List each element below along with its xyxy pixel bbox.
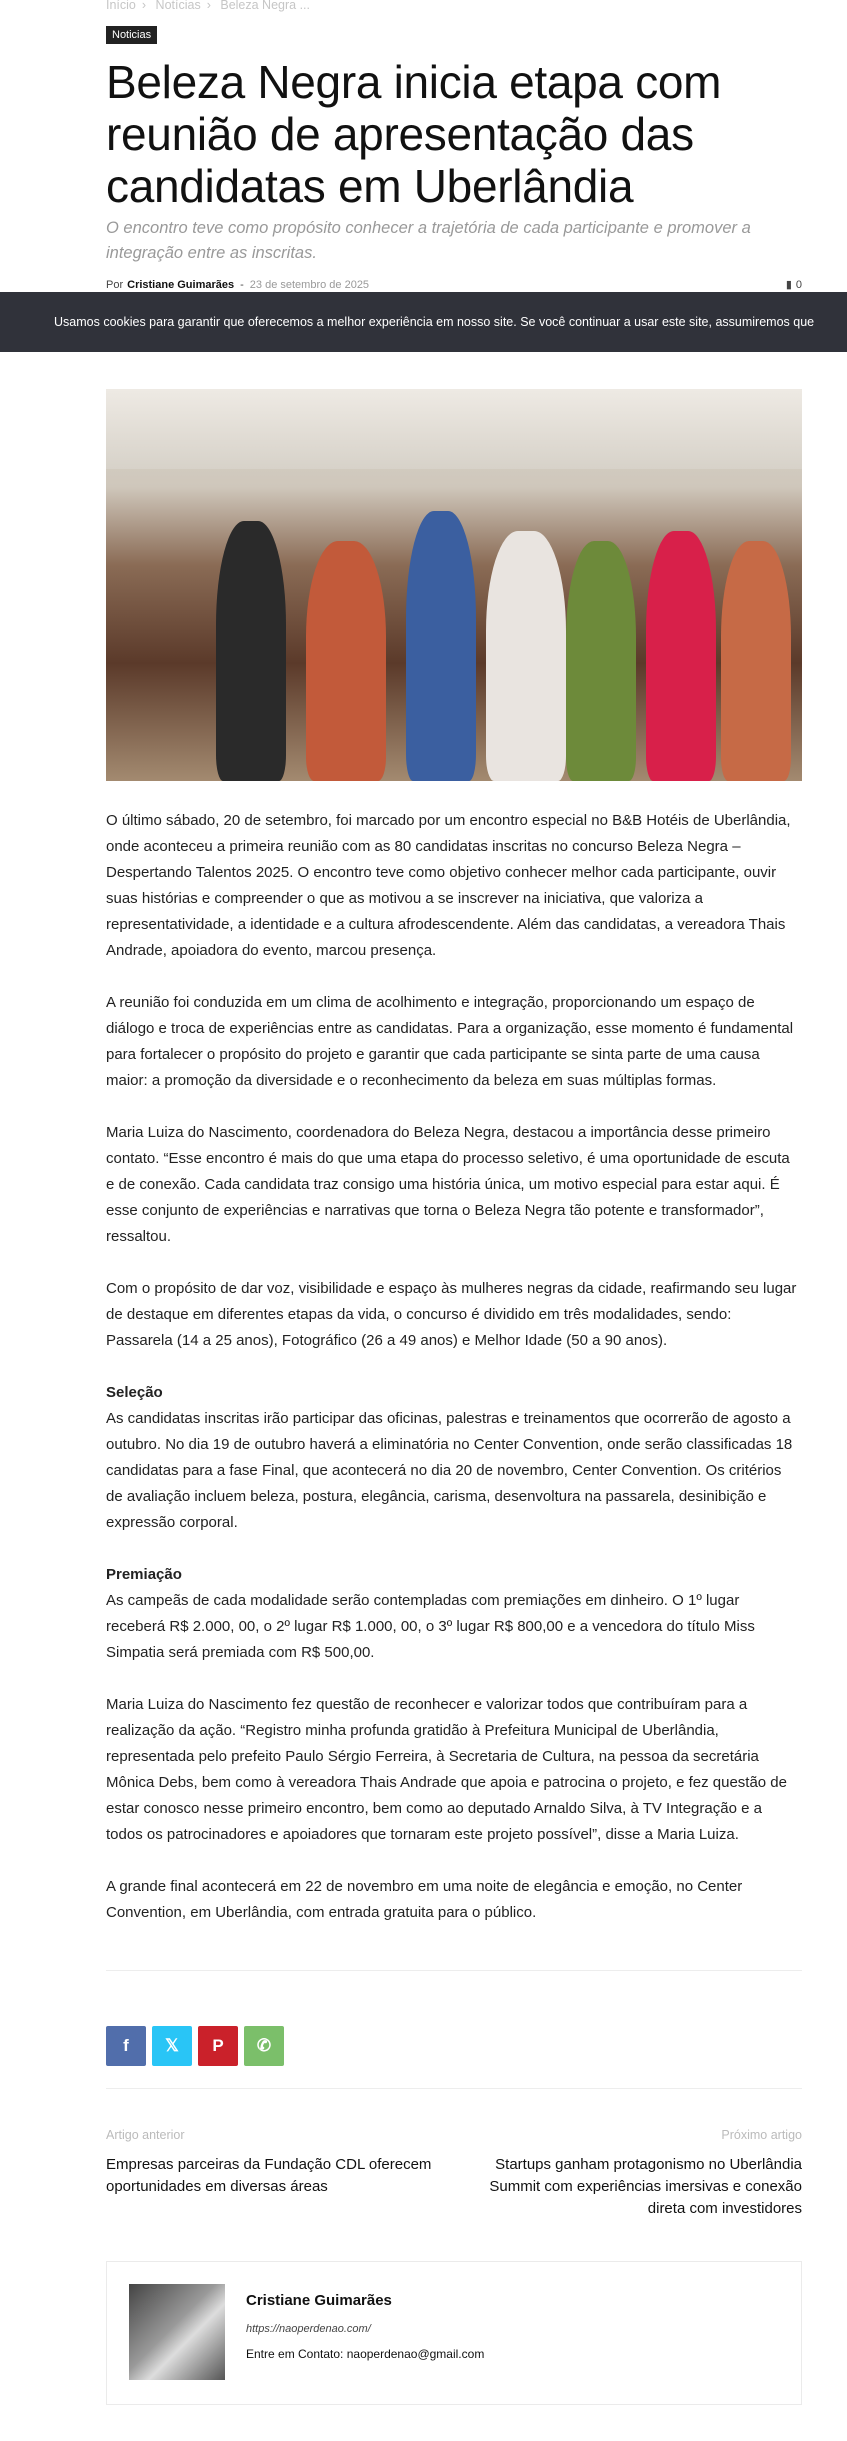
pinterest-share-button[interactable] <box>198 2026 238 2066</box>
publish-date: 23 de setembro de 2025 <box>249 278 370 291</box>
article-body <box>106 808 802 1952</box>
category-tag[interactable]: Noticias <box>106 26 157 44</box>
author-avatar[interactable] <box>129 2284 225 2380</box>
previous-article[interactable] <box>106 2128 440 2220</box>
previous-label: Artigo anterior <box>106 2128 185 2142</box>
next-label: Próximo artigo <box>721 2128 802 2142</box>
cookie-text: Usamos cookies para garantir que oferecemos a melhor experiência em nosso site. Se você continuar a usar este site, assumiremos que <box>54 315 815 329</box>
author-name-link[interactable]: Cristiane Guimarães <box>246 2292 392 2309</box>
article-paragraph: As candidatas inscritas irão participar das oficinas, palestras e treinamentos que ocorrerão de agosto a outubro. No dia 19 de outubro haverá a eliminatória no Center Convention, onde serão classificadas 18 candidatas para a fase Final, que acontecerá no dia 20 de novembro, Center Convention. Os critérios de avaliação incluem beleza, postura, elegância, carisma, desenvoltura na passarela, desinibição e expressão corporal. <box>106 1410 793 1531</box>
next-article[interactable] <box>468 2128 802 2220</box>
article-paragraph: Maria Luiza do Nascimento fez questão de reconhecer e valorizar todos que contribuíram para a realização da ação. “Registro minha profunda gratidão à Prefeitura Municipal de Uberlândia, representada pelo prefeito Paulo Sérgio Ferreira, à Secretaria de Cultura, na pessoa da secretária Mônica Debs, bem como à vereadora Thais Andrade que apoia e patrocina o projeto, e fez questão de estar conosco nesse primeiro encontro, bem como ao deputado Arnaldo Silva, à TV Integração e a todos os patrocinadores e apoiadores que tornaram este projeto possível”, disse a Maria Luiza. <box>106 1696 787 1843</box>
x-icon: 𝕏 <box>165 2036 179 2055</box>
article-subtitle: O encontro teve como propósito conhecer a trajetória de cada participante e promover a integração entre as inscritas. <box>106 219 751 262</box>
section-heading-selecao: Seleção <box>106 1384 163 1401</box>
comment-count: 0 <box>795 278 802 291</box>
breadcrumb-home[interactable]: Início <box>106 0 136 12</box>
page-title: Beleza Negra inicia etapa com reunião de apresentação das candidatas em Uberlândia <box>106 56 722 212</box>
comments-link[interactable] <box>786 278 802 291</box>
divider <box>106 1970 802 1971</box>
author-contact: Entre em Contato: naoperdenao@gmail.com <box>246 2347 485 2361</box>
author-box <box>106 2261 802 2405</box>
by-label: Por <box>106 278 124 291</box>
previous-title-link[interactable]: Empresas parceiras da Fundação CDL oferecem oportunidades em diversas áreas <box>106 2156 432 2195</box>
x-share-button[interactable] <box>152 2026 192 2066</box>
article-paragraph: A grande final acontecerá em 22 de novembro em uma noite de elegância e emoção, no Center Convention, em Uberlândia, com entrada gratuita para o público. <box>106 1878 743 1921</box>
cookie-banner <box>0 292 847 352</box>
breadcrumb <box>106 0 802 12</box>
author-website-link[interactable]: https://naoperdenao.com/ <box>246 2323 371 2335</box>
article-paragraph: A reunião foi conduzida em um clima de acolhimento e integração, proporcionando um espaço de diálogo e troca de experiências entre as candidatas. Para a organização, esse momento é fundamental para fortalecer o propósito do projeto e garantir que cada participante se sinta parte de uma causa maior: a promoção da diversidade e o reconhecimento da beleza em suas múltiplas formas. <box>106 994 794 1089</box>
section-heading-premiacao: Premiação <box>106 1566 182 1583</box>
article-paragraph: As campeãs de cada modalidade serão contempladas com premiações em dinheiro. O 1º lugar receberá R$ 2.000, 00, o 2º lugar R$ 1.000, 00, o 3º lugar R$ 800,00 e a vencedora do título Miss Simpatia será premiada com R$ 500,00. <box>106 1592 755 1661</box>
share-buttons <box>106 2026 802 2066</box>
whatsapp-share-button[interactable] <box>244 2026 284 2066</box>
breadcrumb-separator: › <box>206 0 211 12</box>
article-paragraph: Com o propósito de dar voz, visibilidade e espaço às mulheres negras da cidade, reafirmando seu lugar de destaque em diferentes etapas da vida, o concurso é dividido em três modalidades, sendo: Passarela (14 a 25 anos), Fotográfico (26 a 49 anos) e Melhor Idade (50 a 90 anos). <box>106 1280 797 1349</box>
meta-separator: - <box>240 278 244 291</box>
comment-icon: ▮ <box>785 279 792 291</box>
breadcrumb-category[interactable]: Notícias <box>155 0 201 12</box>
facebook-icon: f <box>123 2036 129 2055</box>
divider <box>106 2088 802 2089</box>
author-link[interactable]: Cristiane Guimarães <box>127 278 235 291</box>
next-title-link[interactable]: Startups ganham protagonismo no Uberlândia Summit com experiências imersivas e conexão direta com investidores <box>489 2156 802 2217</box>
article-paragraph: O último sábado, 20 de setembro, foi marcado por um encontro especial no B&B Hotéis de Uberlândia, onde aconteceu a primeira reunião com as 80 candidatas inscritas no concurso Beleza Negra – Despertando Talentos 2025. O encontro teve como objetivo conhecer melhor cada participante, ouvir suas histórias e compreender o que as motivou a se inscrever na iniciativa, que valoriza a representatividade, a identidade e a cultura afrodescendente. Além das candidatas, a vereadora Thais Andrade, apoiadora do evento, marcou presença. <box>106 812 791 959</box>
facebook-share-button[interactable] <box>106 2026 146 2066</box>
breadcrumb-current: Beleza Negra ... <box>220 0 310 12</box>
post-navigation <box>106 2128 802 2220</box>
featured-image <box>106 389 802 781</box>
pinterest-icon: P <box>212 2036 224 2055</box>
article-paragraph: Maria Luiza do Nascimento, coordenadora do Beleza Negra, destacou a importância desse primeiro contato. “Esse encontro é mais do que uma etapa do processo seletivo, é uma oportunidade de escuta e de conexão. Cada candidata traz consigo uma história única, um motivo especial para estar aqui. É esse conjunto de experiências e narrativas que torna o Beleza Negra tão potente e transformador”, ressaltou. <box>106 1124 790 1245</box>
breadcrumb-separator: › <box>141 0 147 12</box>
article-meta <box>106 278 802 291</box>
whatsapp-icon: ✆ <box>256 2036 272 2055</box>
